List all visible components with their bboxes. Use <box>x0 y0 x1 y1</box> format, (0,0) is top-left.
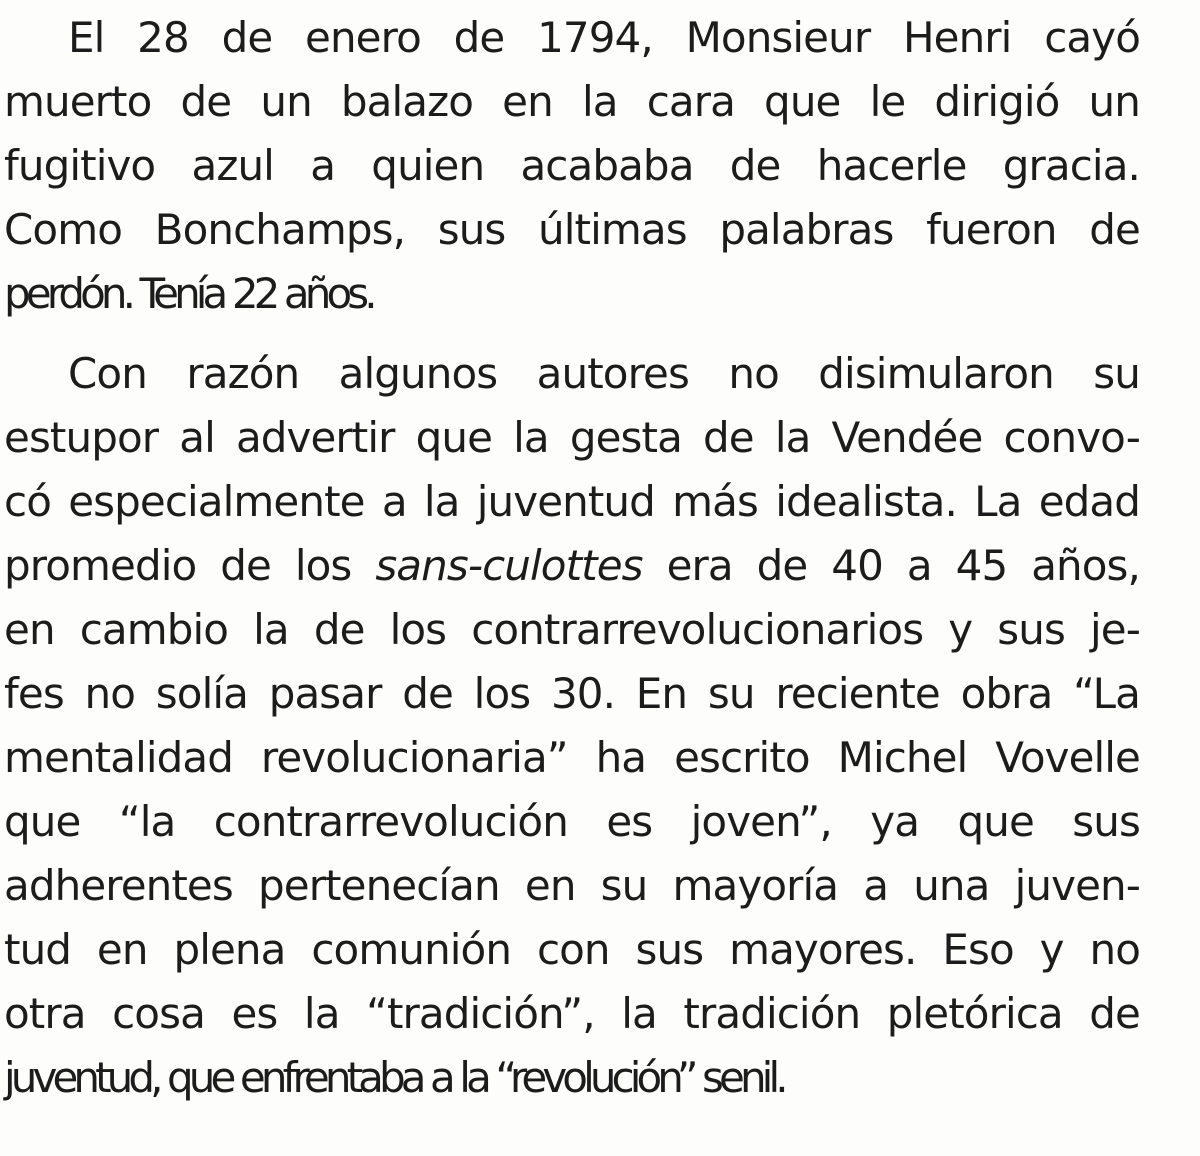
text-line: fugitivo azul a quien acababa de hacerle gracia. <box>4 141 1140 190</box>
paragraph-1 <box>4 6 1200 326</box>
text-line: estupor al advertir que la gesta de la Vendée convo- <box>4 413 1140 462</box>
text-line: mentalidad revolucionaria” ha escrito Michel Vovelle <box>4 733 1140 782</box>
text-line: El 28 de enero de 1794, Monsieur Henri cayó <box>68 13 1140 62</box>
text-line-with-italic <box>4 534 1140 598</box>
text-line: Con razón algunos autores no disimularon su <box>68 349 1140 398</box>
text-line: muerto de un balazo en la cara que le dirigió un <box>4 77 1140 126</box>
text-line: perdón. Tenía 22 años. <box>4 269 373 318</box>
text-segment: era de 40 a 45 años, <box>642 541 1140 590</box>
text-line: Como Bonchamps, sus últimas palabras fueron de <box>4 205 1140 254</box>
italic-term: sans-culottes <box>375 541 643 590</box>
paragraph-2 <box>4 342 1200 1110</box>
text-line: juventud, que enfrentaba a la “revolución” senil. <box>4 1053 784 1102</box>
text-line: có especialmente a la juventud más idealista. La edad <box>4 477 1140 526</box>
text-line: que “la contrarrevolución es joven”, ya que sus <box>4 797 1140 846</box>
text-line: fes no solía pasar de los 30. En su reciente obra “La <box>4 669 1140 718</box>
text-line: en cambio la de los contrarrevolucionarios y sus je- <box>4 605 1140 654</box>
text-segment: promedio de los <box>4 541 376 590</box>
text-line: adherentes pertenecían en su mayoría a una juven- <box>4 861 1140 910</box>
text-line: tud en plena comunión con sus mayores. Eso y no <box>4 925 1140 974</box>
text-line: otra cosa es la “tradición”, la tradición pletórica de <box>4 989 1140 1038</box>
